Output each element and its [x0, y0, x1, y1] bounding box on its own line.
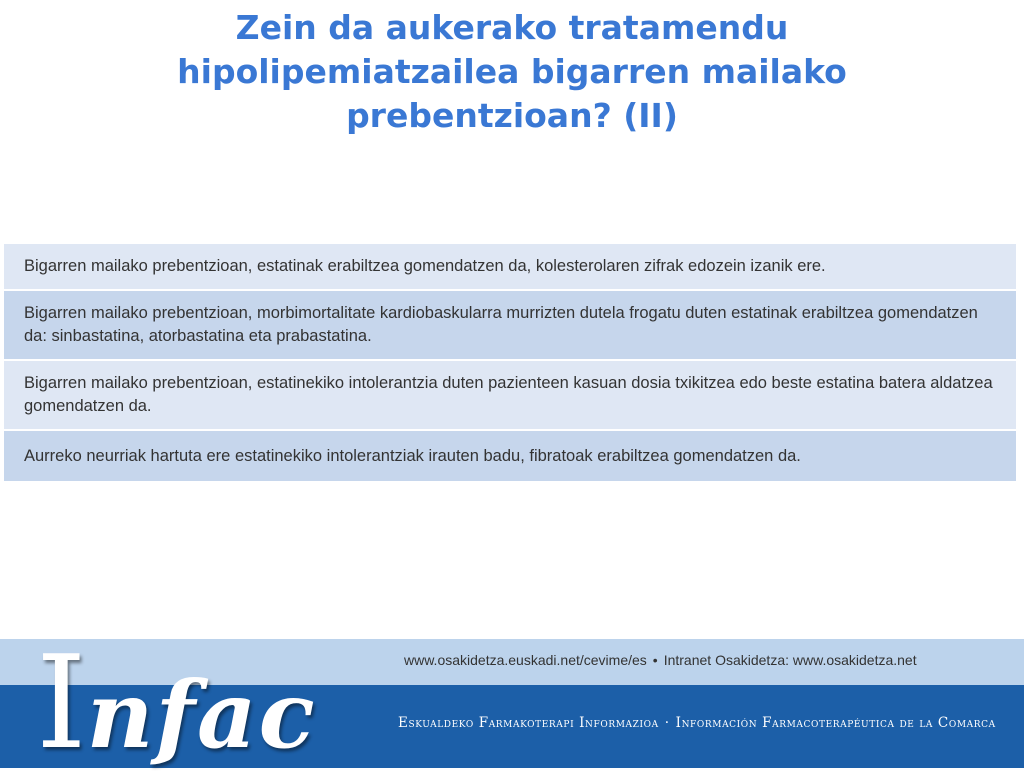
- footer-links: [404, 652, 1004, 668]
- table-row: [4, 431, 1016, 483]
- row-text: Bigarren mailako prebentzioan, estatinak erabiltzea gomendatzen da, kolesterolaren zifrak edozein izanik ere.: [24, 257, 826, 275]
- table-row: [4, 361, 1016, 431]
- recommendations-table: [4, 243, 1016, 483]
- page-title: Zein da aukerako tratamendu hipolipemiatzailea bigarren mailako prebentzioan? (II): [177, 8, 847, 135]
- logo-initial: I: [36, 629, 87, 778]
- table-row: [4, 244, 1016, 291]
- table-row: [4, 291, 1016, 361]
- row-text: Bigarren mailako prebentzioan, morbimortalitate kardiobaskularra murrizten dutela frogatu duten estatinak erabiltzea gomendatzen da: sinbastatina, atorbastatina eta prabastatina.: [24, 304, 978, 345]
- footer-link-cevime[interactable]: www.osakidetza.euskadi.net/cevime/es: [404, 652, 647, 668]
- tagline-basque: Eskualdeko Farmakoterapi Informazioa: [398, 715, 659, 731]
- footer-link-separator: •: [652, 652, 658, 668]
- row-text: Aurreko neurriak hartuta ere estatinekiko intolerantziak irauten badu, fibratoak erabiltzea gomendatzen da.: [24, 446, 801, 465]
- row-text: Bigarren mailako prebentzioan, estatinekiko intolerantzia duten pazienteen kasuan dosia txikitzea edo beste estatina batera aldatzea gomendatzen da.: [24, 374, 993, 415]
- infac-logo: [36, 629, 317, 778]
- tagline-spanish: Información Farmacoterapéutica de la Comarca: [675, 715, 996, 731]
- footer-link-intranet[interactable]: Intranet Osakidetza: www.osakidetza.net: [663, 652, 917, 668]
- footer-tagline: [398, 715, 1008, 731]
- tagline-separator: ·: [664, 715, 670, 731]
- logo-text: nfac: [86, 661, 317, 769]
